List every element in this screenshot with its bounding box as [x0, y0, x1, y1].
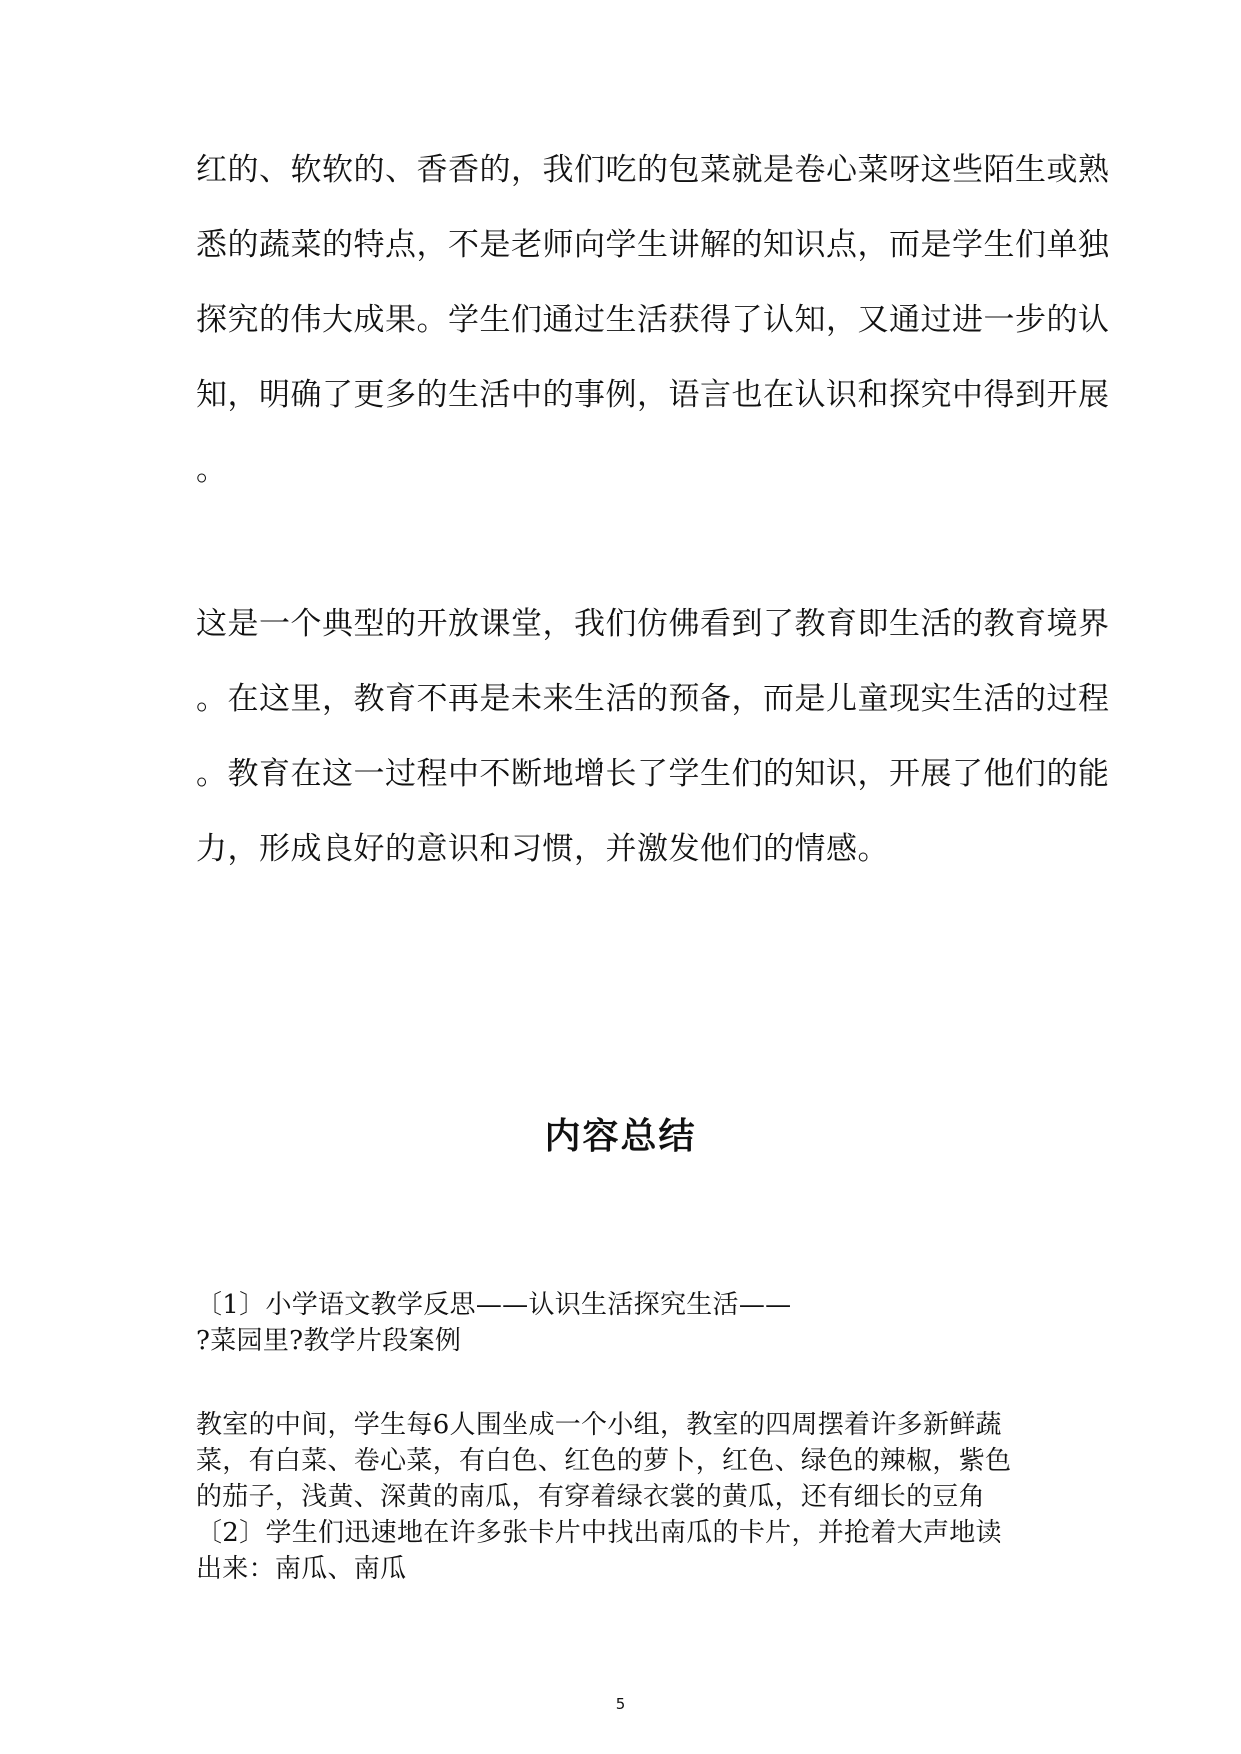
- page-number: 5: [615, 1695, 626, 1713]
- summary-item1-body-line: 的茄子，浅黄、深黄的南瓜，有穿着绿衣裳的黄瓜，还有细长的豆角: [196, 1482, 986, 1512]
- paragraph2-line: 力，形成良好的意识和习惯，并激发他们的情感。: [196, 831, 889, 867]
- paragraph1-line: 红的、软软的、香香的，我们吃的包菜就是卷心菜呀这些陌生或熟: [196, 152, 1110, 188]
- paragraph2-line: 。在这里，教育不再是未来生活的预备，而是儿童现实生活的过程: [196, 681, 1110, 717]
- summary-item1-title-line: 〔1〕小学语文教学反思——认识生活探究生活——: [196, 1290, 792, 1320]
- paragraph2-line: 。教育在这一过程中不断地增长了学生们的知识，开展了他们的能: [196, 756, 1110, 792]
- paragraph1-line: 知，明确了更多的生活中的事例，语言也在认识和探究中得到开展: [196, 377, 1110, 413]
- summary-item1-title-line: ?菜园里?教学片段案例: [196, 1326, 462, 1356]
- paragraph1-line: 探究的伟大成果。学生们通过生活获得了认知，又通过进一步的认: [196, 302, 1110, 338]
- summary-item2-line: 出来：南瓜、南瓜: [196, 1554, 407, 1584]
- summary-item1-body-line: 菜，有白菜、卷心菜，有白色、红色的萝卜，红色、绿色的辣椒，紫色: [196, 1446, 1012, 1476]
- summary-item1-body-line: 教室的中间，学生每6人围坐成一个小组，教室的四周摆着许多新鲜蔬: [196, 1410, 1002, 1440]
- summary-heading: 内容总结: [544, 1116, 697, 1157]
- paragraph1-line: 悉的蔬菜的特点，不是老师向学生讲解的知识点，而是学生们单独: [196, 227, 1110, 263]
- paragraph2-line: 这是一个典型的开放课堂，我们仿佛看到了教育即生活的教育境界: [196, 606, 1110, 642]
- paragraph1-line: 。: [196, 452, 228, 488]
- summary-item2-line: 〔2〕学生们迅速地在许多张卡片中找出南瓜的卡片，并抢着大声地读: [196, 1518, 1002, 1548]
